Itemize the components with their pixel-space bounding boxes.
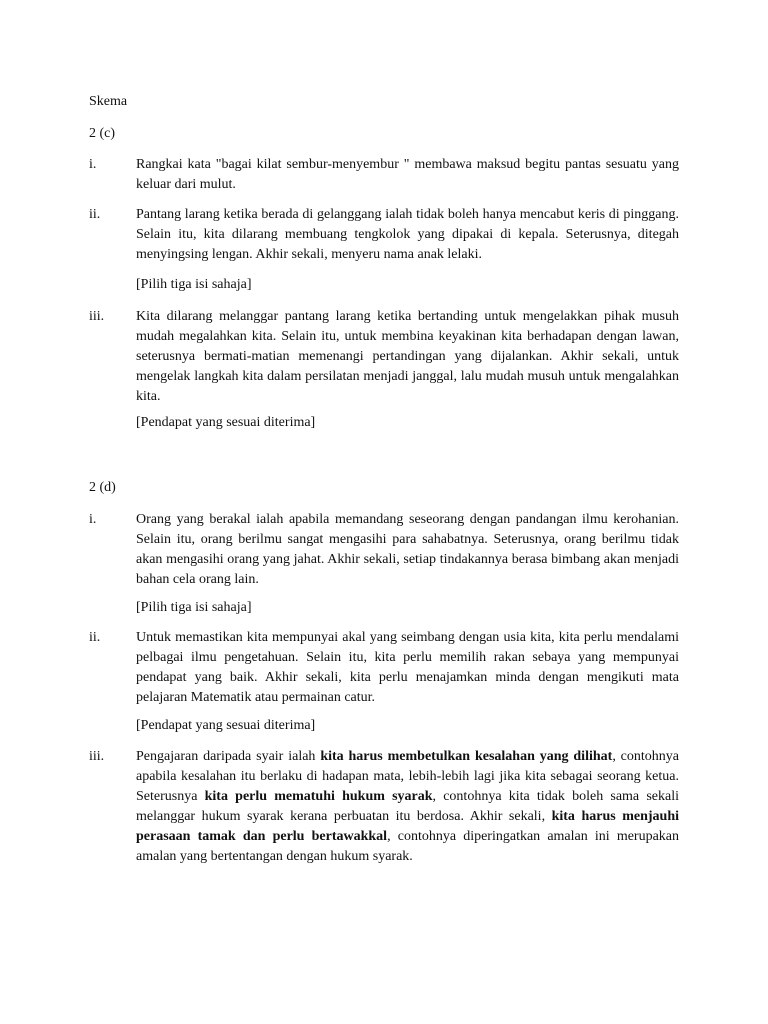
- section-2c-note-pilih: [Pilih tiga isi sahaja]: [136, 277, 252, 292]
- item-number: ii.: [89, 630, 101, 645]
- bold-phrase: kita harus menjauhi perasaan tamak dan perlu bertawakkal: [136, 809, 680, 844]
- item-text: Rangkai kata "bagai kilat sembur-menyembur " membawa maksud begitu pantas sesuatu yang keluar dari mulut.: [136, 157, 679, 192]
- item-number: i.: [89, 157, 97, 172]
- text-segment: , contohnya diperingatkan amalan ini merupakan amalan yang bertentangan dengan hukum syarak.: [136, 829, 680, 864]
- item-text: Untuk memastikan kita mempunyai akal yang seimbang dengan usia kita, kita perlu mendalami pelbagai ilmu pengetahuan. Selain itu, kita perlu memilih rakan sebaya yang mempunyai pendapat yang baik. Akhir sekali, kita perlu menajamkan minda dengan mengikuti mata pelajaran Matematik atau permainan catur.: [136, 630, 679, 705]
- item-number: i.: [89, 512, 97, 527]
- item-text: Kita dilarang melanggar pantang larang ketika bertanding untuk mengelakkan pihak musuh mudah megalahkan kita. Selain itu, untuk membina keyakinan kita berhadapan dengan lawan, seterusnya bermati-matian memenangi pertandingan yang dijalankan. Akhir sekali, untuk mengelak langkah kita dalam persilatan menjadi janggal, lalu mudah musuh untuk mengalahkan kita.: [136, 309, 679, 404]
- section-2d-note-pendapat: [Pendapat yang sesuai diterima]: [136, 718, 316, 733]
- item-number: iii.: [89, 749, 105, 764]
- section-2c-label: 2 (c): [89, 126, 116, 141]
- item-number: ii.: [89, 207, 101, 222]
- text-segment: , contohnya kita tidak boleh sama sekali melanggar hukum syarak kerana perbuatan itu berdosa. Akhir sekali,: [136, 789, 679, 824]
- bold-phrase: kita harus membetulkan kesalahan yang dilihat: [320, 749, 613, 764]
- section-2d-note-pilih: [Pilih tiga isi sahaja]: [136, 600, 252, 615]
- heading-skema: Skema: [89, 94, 128, 109]
- item-text: [136, 747, 679, 867]
- text-segment: Pengajaran daripada syair ialah: [136, 749, 321, 764]
- item-text: Orang yang berakal ialah apabila memandang seseorang dengan pandangan ilmu kerohanian. Selain itu, orang berilmu sangat mengasihi para sahabatnya. Seterusnya, orang berilmu tidak akan mengasihi orang yang jahat. Akhir sekali, setiap tindakannya berasa bimbang akan menjadi bahan cela orang lain.: [136, 512, 679, 587]
- text-segment: , contohnya apabila kesalahan itu berlaku di hadapan mata, lebih-lebih lagi jika kita sebagai seorang ketua. Seterusnya: [136, 749, 680, 804]
- bold-phrase: kita perlu mematuhi hukum syarak: [204, 789, 433, 804]
- section-2d-label: 2 (d): [89, 480, 116, 495]
- section-2c-note-pendapat: [Pendapat yang sesuai diterima]: [136, 415, 316, 430]
- item-number: iii.: [89, 309, 105, 324]
- item-text: Pantang larang ketika berada di gelanggang ialah tidak boleh hanya mencabut keris di pinggang. Selain itu, kita dilarang membuang tengkolok yang dipakai di kepala. Seterusnya, ditegah menyingsing lengan. Akhir sekali, menyeru nama anak lelaki.: [136, 207, 679, 262]
